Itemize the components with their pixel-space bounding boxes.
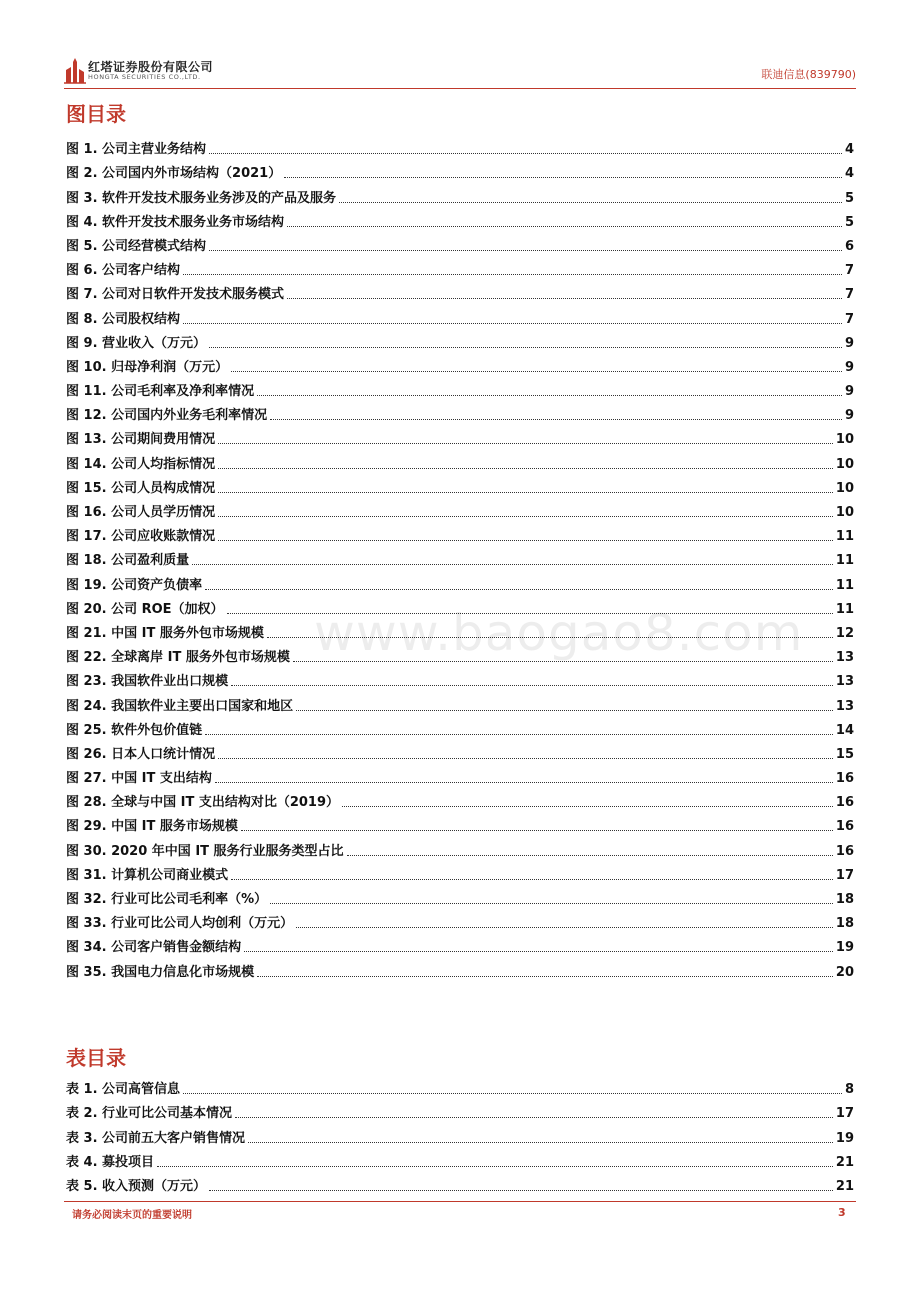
toc-leader-dots xyxy=(218,540,833,541)
table-toc-entry[interactable] xyxy=(66,1122,854,1146)
toc-entry-label: 图 12. 公司国内外业务毛利率情况 xyxy=(66,408,268,424)
toc-leader-dots xyxy=(284,177,842,178)
toc-leader-dots xyxy=(205,734,833,735)
toc-entry-page: 17 xyxy=(835,1106,854,1122)
toc-entry-page: 11 xyxy=(835,529,854,545)
toc-leader-dots xyxy=(209,153,842,154)
toc-leader-dots xyxy=(231,879,833,880)
toc-leader-dots xyxy=(183,1093,842,1094)
figure-toc-entry[interactable] xyxy=(66,473,854,497)
toc-entry-page: 16 xyxy=(835,771,854,787)
tables-section-title: 表目录 xyxy=(66,1046,126,1070)
toc-entry-page: 5 xyxy=(844,190,854,206)
toc-leader-dots xyxy=(231,685,833,686)
toc-entry-label: 图 31. 计算机公司商业模式 xyxy=(66,867,229,883)
toc-leader-dots xyxy=(157,1166,833,1167)
toc-leader-dots xyxy=(241,830,833,831)
toc-leader-dots xyxy=(231,371,842,372)
toc-entry-page: 7 xyxy=(844,263,854,279)
toc-leader-dots xyxy=(192,564,833,565)
toc-leader-dots xyxy=(218,758,833,759)
toc-entry-label: 图 16. 公司人员学历情况 xyxy=(66,505,216,520)
toc-leader-dots xyxy=(235,1117,833,1118)
figure-toc-entry[interactable] xyxy=(66,835,854,859)
toc-leader-dots xyxy=(218,443,833,444)
toc-entry-label: 表 5. 收入预测（万元） xyxy=(66,1178,207,1194)
figure-toc-entry[interactable] xyxy=(66,448,854,472)
toc-entry-label: 图 10. 归母净利润（万元） xyxy=(66,359,229,375)
toc-entry-label: 图 3. 软件开发技术服务业务涉及的产品及服务 xyxy=(66,190,337,206)
toc-entry-label: 图 7. 公司对日软件开发技术服务模式 xyxy=(66,287,285,303)
header-rule xyxy=(64,88,856,89)
figure-toc-entry[interactable] xyxy=(66,787,854,811)
toc-entry-label: 图 13. 公司期间费用情况 xyxy=(66,432,216,448)
toc-entry-label: 图 22. 全球离岸 IT 服务外包市场规模 xyxy=(66,650,290,666)
toc-entry-label: 图 25. 软件外包价值链 xyxy=(66,722,203,738)
figure-toc-entry[interactable] xyxy=(66,811,854,835)
toc-leader-dots xyxy=(296,927,833,928)
figure-toc-entry[interactable] xyxy=(66,328,854,352)
toc-leader-dots xyxy=(218,468,833,469)
toc-entry-page: 4 xyxy=(844,142,854,158)
toc-entry-page: 9 xyxy=(844,384,854,400)
figure-toc-entry[interactable] xyxy=(66,376,854,400)
company-name-en: HONGTA SECURITIES CO.,LTD. xyxy=(88,73,201,81)
figure-toc-entry[interactable] xyxy=(66,860,854,884)
toc-entry-page: 14 xyxy=(835,722,854,738)
toc-leader-dots xyxy=(205,589,833,590)
toc-leader-dots xyxy=(183,323,842,324)
figure-toc-entry[interactable] xyxy=(66,569,854,593)
toc-entry-page: 16 xyxy=(835,819,854,835)
toc-entry-page: 7 xyxy=(844,311,854,327)
page-header xyxy=(64,54,856,88)
toc-entry-page: 20 xyxy=(835,964,854,980)
toc-entry-page: 21 xyxy=(835,1178,854,1194)
toc-leader-dots xyxy=(287,226,842,227)
figure-toc-entry[interactable] xyxy=(66,763,854,787)
toc-leader-dots xyxy=(209,1190,833,1191)
toc-entry-label: 表 3. 公司前五大客户销售情况 xyxy=(66,1130,246,1146)
toc-entry-label: 表 4. 募投项目 xyxy=(66,1154,155,1170)
toc-entry-page: 18 xyxy=(835,916,854,932)
toc-entry-page: 19 xyxy=(835,940,854,956)
toc-entry-label: 图 33. 行业可比公司人均创利（万元） xyxy=(66,916,294,932)
footer-disclaimer-note: 请务必阅读末页的重要说明 xyxy=(72,1210,192,1221)
toc-entry-label: 图 4. 软件开发技术服务业务市场结构 xyxy=(66,214,285,230)
figure-toc-entry[interactable] xyxy=(66,134,854,158)
watermark: www.baogao8.com xyxy=(314,604,804,662)
toc-leader-dots xyxy=(183,274,842,275)
toc-entry-label: 图 29. 中国 IT 服务市场规模 xyxy=(66,819,238,835)
toc-entry-page: 19 xyxy=(835,1130,854,1146)
figure-toc-entry[interactable] xyxy=(66,666,854,690)
figure-toc-entry[interactable] xyxy=(66,279,854,303)
toc-leader-dots xyxy=(339,202,842,203)
toc-entry-label: 图 2. 公司国内外市场结构（2021） xyxy=(66,166,282,182)
toc-entry-page: 11 xyxy=(835,553,854,569)
toc-entry-page: 9 xyxy=(844,408,854,424)
figure-toc-entry[interactable] xyxy=(66,424,854,448)
toc-entry-label: 图 21. 中国 IT 服务外包市场规模 xyxy=(66,625,264,641)
toc-entry-page: 13 xyxy=(835,674,854,690)
toc-entry-label: 图 1. 公司主营业务结构 xyxy=(66,142,207,158)
figure-toc-entry[interactable] xyxy=(66,739,854,763)
figure-toc-entry[interactable] xyxy=(66,207,854,231)
footer-page-number: 3 xyxy=(838,1206,846,1219)
toc-entry-label: 图 24. 我国软件业主要出口国家和地区 xyxy=(66,698,294,714)
toc-entry-label: 图 8. 公司股权结构 xyxy=(66,311,181,327)
table-toc-entry[interactable] xyxy=(66,1098,854,1122)
toc-leader-dots xyxy=(296,710,833,711)
table-toc-entry[interactable] xyxy=(66,1147,854,1171)
toc-entry-label: 图 14. 公司人均指标情况 xyxy=(66,456,216,472)
toc-entry-page: 17 xyxy=(835,867,854,883)
toc-leader-dots xyxy=(218,516,833,517)
toc-entry-label: 图 35. 我国电力信息化市场规模 xyxy=(66,964,255,980)
toc-leader-dots xyxy=(257,395,842,396)
toc-entry-page: 5 xyxy=(844,214,854,230)
table-toc-entry[interactable] xyxy=(66,1074,854,1098)
toc-entry-label: 图 15. 公司人员构成情况 xyxy=(66,480,216,496)
toc-entry-page: 10 xyxy=(835,456,854,472)
toc-leader-dots xyxy=(342,806,833,807)
figures-section-title: 图目录 xyxy=(66,102,126,126)
toc-leader-dots xyxy=(218,492,833,493)
toc-entry-page: 9 xyxy=(844,359,854,375)
figure-toc-entry[interactable] xyxy=(66,182,854,206)
company-name-cn: 红塔证券股份有限公司 xyxy=(88,60,214,74)
toc-entry-label: 图 9. 营业收入（万元） xyxy=(66,335,207,351)
toc-entry-label: 图 20. 公司 ROE（加权） xyxy=(66,601,224,617)
toc-entry-label: 图 5. 公司经营模式结构 xyxy=(66,238,207,254)
toc-entry-page: 4 xyxy=(844,166,854,182)
toc-entry-label: 图 26. 日本人口统计情况 xyxy=(66,746,216,762)
toc-entry-page: 15 xyxy=(835,746,854,762)
toc-entry-page: 11 xyxy=(835,601,854,617)
toc-entry-page: 6 xyxy=(844,238,854,254)
toc-leader-dots xyxy=(209,347,842,348)
toc-entry-label: 图 32. 行业可比公司毛利率（%） xyxy=(66,892,268,907)
hongta-logo-icon xyxy=(64,56,86,84)
toc-entry-page: 21 xyxy=(835,1154,854,1170)
toc-entry-page: 13 xyxy=(835,698,854,714)
footer-rule xyxy=(64,1201,856,1202)
toc-entry-label: 图 23. 我国软件业出口规模 xyxy=(66,674,229,690)
figure-toc-entry[interactable] xyxy=(66,352,854,376)
figure-toc-entry[interactable] xyxy=(66,908,854,932)
toc-entry-page: 16 xyxy=(835,795,854,811)
figure-toc-entry[interactable] xyxy=(66,158,854,182)
figure-toc-entry[interactable] xyxy=(66,231,854,255)
toc-entry-label: 图 34. 公司客户销售金额结构 xyxy=(66,940,242,956)
toc-entry-label: 图 17. 公司应收账款情况 xyxy=(66,529,216,545)
toc-entry-page: 10 xyxy=(835,505,854,520)
tables-toc-list xyxy=(66,1074,854,1195)
figure-toc-entry[interactable] xyxy=(66,255,854,279)
figure-toc-entry[interactable] xyxy=(66,884,854,908)
toc-leader-dots xyxy=(347,855,833,856)
toc-entry-page: 18 xyxy=(835,892,854,907)
toc-entry-label: 图 30. 2020 年中国 IT 服务行业服务类型占比 xyxy=(66,843,344,859)
toc-entry-page: 10 xyxy=(835,432,854,448)
toc-leader-dots xyxy=(248,1142,833,1143)
toc-entry-page: 9 xyxy=(844,335,854,351)
toc-entry-label: 图 19. 公司资产负债率 xyxy=(66,577,203,593)
toc-leader-dots xyxy=(244,951,833,952)
toc-entry-label: 图 18. 公司盈利质量 xyxy=(66,553,190,569)
toc-entry-label: 图 11. 公司毛利率及净利率情况 xyxy=(66,384,255,400)
toc-leader-dots xyxy=(287,298,842,299)
toc-entry-label: 图 6. 公司客户结构 xyxy=(66,263,181,279)
toc-leader-dots xyxy=(209,250,842,251)
toc-entry-page: 11 xyxy=(835,577,854,593)
toc-leader-dots xyxy=(270,903,833,904)
toc-entry-page: 16 xyxy=(835,843,854,859)
figure-toc-entry[interactable] xyxy=(66,521,854,545)
figure-toc-entry[interactable] xyxy=(66,545,854,569)
toc-entry-page: 12 xyxy=(835,625,854,641)
toc-leader-dots xyxy=(257,976,833,977)
figure-toc-entry[interactable] xyxy=(66,715,854,739)
toc-entry-page: 7 xyxy=(844,287,854,303)
figure-toc-entry[interactable] xyxy=(66,932,854,956)
figure-toc-entry[interactable] xyxy=(66,497,854,521)
toc-entry-label: 图 28. 全球与中国 IT 支出结构对比（2019） xyxy=(66,795,340,811)
toc-entry-label: 图 27. 中国 IT 支出结构 xyxy=(66,771,212,787)
figure-toc-entry[interactable] xyxy=(66,400,854,424)
figures-toc-list xyxy=(66,134,854,981)
toc-leader-dots xyxy=(215,782,833,783)
toc-entry-label: 表 2. 行业可比公司基本情况 xyxy=(66,1106,233,1122)
stock-name-code: 联迪信息(839790) xyxy=(761,68,856,81)
toc-leader-dots xyxy=(270,419,842,420)
table-toc-entry[interactable] xyxy=(66,1171,854,1195)
figure-toc-entry[interactable] xyxy=(66,956,854,980)
company-logo xyxy=(64,56,264,84)
toc-entry-page: 13 xyxy=(835,650,854,666)
figure-toc-entry[interactable] xyxy=(66,690,854,714)
figure-toc-entry[interactable] xyxy=(66,303,854,327)
toc-entry-label: 表 1. 公司高管信息 xyxy=(66,1082,181,1098)
toc-entry-page: 10 xyxy=(835,480,854,496)
toc-entry-page: 8 xyxy=(844,1082,854,1098)
